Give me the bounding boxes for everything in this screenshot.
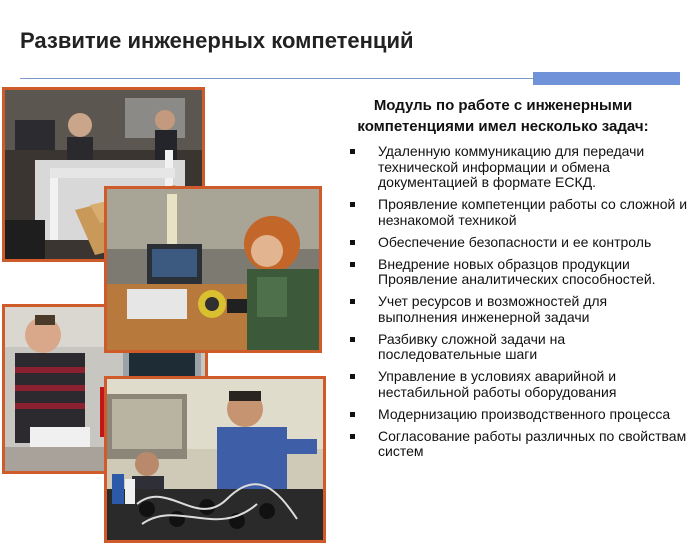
task-text: Модернизацию производственного процесса: [378, 405, 671, 422]
tasks-heading: [318, 95, 688, 137]
photo-electronics-workbench: [104, 376, 326, 543]
bullet-icon: [350, 262, 355, 267]
bullet-icon: [350, 412, 355, 417]
title-accent-bar: [533, 72, 680, 85]
bullet-icon: [350, 337, 355, 342]
title-divider: [20, 78, 538, 79]
bullet-icon: [350, 374, 355, 379]
task-text: Удаленную коммуникацию для передачи технической информации и обмена документацией в формате ЕСКД.: [378, 143, 645, 190]
task-text: Обеспечение безопасности и ее контроль: [378, 233, 652, 250]
task-item: [350, 407, 690, 423]
task-text: Внедрение новых образцов продукции Проявление аналитических способностей.: [378, 255, 656, 287]
bullet-icon: [350, 149, 355, 154]
task-text: Управление в условиях аварийной и нестабильной работы оборудования: [378, 368, 617, 400]
task-item: [350, 294, 690, 325]
bullet-icon: [350, 299, 355, 304]
task-item: [350, 429, 690, 460]
tasks-heading-line-1: Модуль по работе с инженерными: [373, 97, 633, 114]
tasks-heading-line-2: компетенциями имел несколько задач:: [357, 118, 649, 135]
task-text: Согласование работы различных по свойствам систем: [378, 427, 687, 459]
task-item: [350, 332, 690, 363]
slide-title: Развитие инженерных компетенций: [20, 28, 414, 53]
photo-computer-work: [104, 186, 322, 353]
task-item: [350, 144, 690, 191]
task-item: [350, 257, 690, 288]
task-item: [350, 197, 690, 228]
task-list: [350, 144, 690, 466]
task-text: Разбивку сложной задачи на последовательные шаги: [378, 330, 566, 362]
bullet-icon: [350, 202, 355, 207]
task-text: Проявление компетенции работы со сложной и незнакомой техникой: [378, 196, 688, 228]
bullet-icon: [350, 434, 355, 439]
task-item: [350, 235, 690, 251]
task-item: [350, 369, 690, 400]
bullet-icon: [350, 240, 355, 245]
task-text: Учет ресурсов и возможностей для выполнения инженерной задачи: [378, 293, 608, 325]
